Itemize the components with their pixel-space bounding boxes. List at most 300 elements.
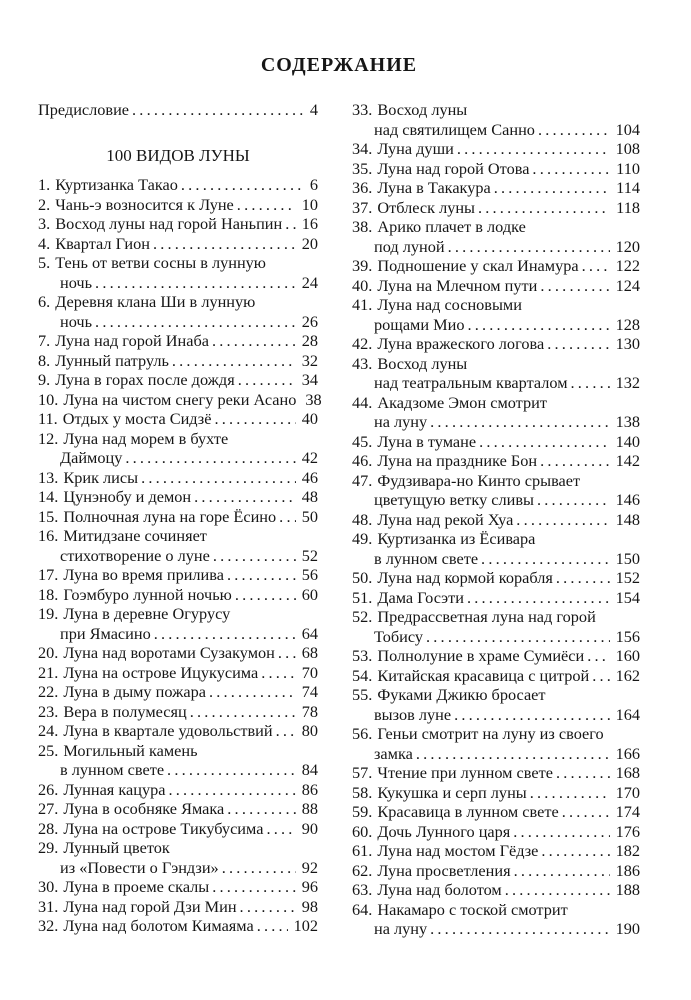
entry-title: из «Повести о Гэндзи» (60, 857, 219, 877)
entry-title: вызов луне (374, 704, 452, 724)
dot-leader (150, 234, 296, 254)
dot-leader (129, 100, 304, 120)
entry-page: 152 (615, 568, 640, 587)
dot-leader (273, 721, 296, 741)
entry-number: 7. (38, 331, 51, 350)
entry-page: 64 (301, 623, 318, 643)
entry-number: 23. (38, 701, 59, 721)
toc-entry (38, 877, 318, 897)
toc-line (352, 451, 640, 471)
entry-number: 20. (38, 643, 59, 662)
toc-entry (352, 471, 640, 510)
entry-title: Чтение при лунном свете (377, 763, 553, 782)
dot-leader (510, 822, 609, 842)
entry-title: Луна над горой Отова (377, 158, 530, 178)
entry-number: 42. (352, 334, 373, 353)
dot-leader (165, 780, 295, 800)
entry-page: 74 (301, 682, 318, 701)
entry-title: Луна на празднике Бон (377, 451, 538, 470)
entry-number: 31. (38, 896, 59, 916)
entry-title: Куртизанка Такао (55, 175, 178, 194)
entry-page: 132 (615, 373, 640, 392)
entry-page: 146 (615, 490, 640, 509)
toc-line (352, 334, 640, 354)
dot-leader (589, 666, 609, 686)
dot-leader (276, 507, 296, 527)
entry-number: 30. (38, 877, 59, 896)
toc-entry (38, 507, 318, 527)
entry-number: 16. (38, 526, 59, 545)
toc-line (352, 705, 640, 725)
dot-leader (454, 139, 610, 159)
toc-entry (352, 432, 640, 452)
toc-line (352, 685, 640, 705)
dot-leader (258, 663, 296, 683)
entry-number: 45. (352, 431, 373, 451)
toc-entry (352, 510, 640, 530)
dot-leader (538, 841, 609, 861)
entry-title: Луна над рекой Хуа (377, 509, 514, 529)
entry-title: Лунная кацура (63, 779, 166, 799)
entry-title: Дочь Лунного царя (377, 821, 511, 841)
entry-number: 36. (352, 178, 373, 197)
entry-page: 148 (615, 509, 640, 529)
entry-number: 55. (352, 685, 373, 704)
toc-line (352, 315, 640, 335)
entry-title: Вера в полумесяц (63, 701, 187, 721)
toc-entry (38, 409, 318, 429)
toc-entry (352, 666, 640, 686)
toc-entry (38, 799, 318, 819)
dot-leader (219, 858, 296, 878)
toc-line (38, 175, 318, 195)
dot-leader (544, 334, 609, 354)
toc-entry (352, 159, 640, 179)
entry-title: Предрассветная луна над горой (377, 607, 596, 626)
toc-entry (352, 802, 640, 822)
toc-entry (352, 334, 640, 354)
entry-title: Отдых у моста Сидзё (62, 409, 212, 428)
toc-line (38, 819, 318, 839)
toc-entry (38, 175, 318, 195)
toc-entry (352, 861, 640, 881)
dot-leader (178, 175, 304, 195)
entry-page: 88 (301, 799, 318, 818)
entry-number: 25. (38, 740, 59, 760)
entry-number: 40. (352, 275, 373, 295)
entry-title: Луна в дыму пожара (63, 682, 206, 701)
entry-page: 6 (309, 175, 318, 194)
toc-line (38, 312, 318, 332)
entry-page: 46 (301, 467, 318, 487)
toc-entry (38, 351, 318, 371)
entry-title: Фудзивара-но Кинто срывает (377, 470, 581, 490)
entry-number: 35. (352, 158, 373, 178)
entry-title: Красавица в лунном свете (377, 802, 559, 821)
entry-number: 59. (352, 802, 373, 821)
entry-page: 56 (301, 565, 318, 584)
toc-line (352, 783, 640, 803)
entry-number: 62. (352, 860, 373, 880)
entry-number: 11. (38, 409, 58, 428)
section-title: 100 ВИДОВ ЛУНЫ (106, 145, 250, 165)
entry-page: 176 (615, 821, 640, 841)
entry-number: 12. (38, 428, 59, 448)
entry-title: Луна над кормой корабля (377, 568, 553, 587)
toc-entry (38, 370, 318, 390)
entry-page: 96 (301, 877, 318, 896)
entry-page: 140 (615, 431, 640, 451)
toc-line (352, 471, 640, 491)
dot-leader (451, 705, 610, 725)
toc-columns (38, 100, 640, 939)
entry-title: Луна над морем в бухте (63, 428, 229, 448)
toc-entry (352, 646, 640, 666)
entry-title: Накамаро с тоской смотрит (377, 899, 568, 919)
toc-entry (352, 822, 640, 842)
entry-number: 22. (38, 682, 59, 701)
toc-entry (38, 643, 318, 663)
toc-line (38, 565, 318, 585)
toc-line (38, 604, 318, 624)
entry-page: 166 (615, 743, 640, 763)
entry-page: 32 (301, 350, 318, 370)
toc-line (38, 487, 318, 507)
entry-page: 138 (615, 412, 640, 431)
entry-title: Луна над горой Дзи Мин (63, 896, 237, 916)
dot-leader (275, 643, 296, 663)
dot-leader (413, 744, 610, 764)
toc-line (38, 234, 318, 254)
entry-number: 47. (352, 470, 373, 490)
toc-line (352, 198, 640, 218)
entry-title: Луна в горах после дождя (55, 370, 235, 389)
entry-number: 34. (352, 139, 373, 158)
entry-number: 48. (352, 509, 373, 529)
toc-line (352, 724, 640, 744)
dot-leader (138, 468, 296, 488)
dot-leader (491, 178, 610, 198)
entry-page: 104 (615, 119, 640, 139)
entry-number: 6. (38, 292, 51, 311)
toc-line (38, 799, 318, 819)
toc-line (352, 880, 640, 900)
toc-entry (38, 682, 318, 702)
toc-line (38, 838, 318, 858)
entry-page: 92 (301, 857, 318, 877)
toc-entry (38, 565, 318, 585)
toc-line (352, 276, 640, 296)
toc-line (38, 780, 318, 800)
toc-line (38, 643, 318, 663)
entry-number: 24. (38, 721, 59, 740)
entry-number: 26. (38, 779, 59, 799)
toc-line (352, 802, 640, 822)
entry-title: Луна над болотом (377, 880, 502, 899)
entry-page: 42 (301, 448, 318, 467)
toc-line (352, 412, 640, 432)
entry-title: стихотворение о луне (60, 545, 210, 565)
entry-number: 49. (352, 529, 373, 548)
entry-title: Куртизанка из Ёсивара (377, 529, 536, 548)
dot-leader (92, 273, 296, 293)
entry-page: 86 (301, 779, 318, 799)
dot-leader (537, 451, 609, 471)
entry-page: 174 (615, 802, 640, 821)
toc-line (38, 526, 318, 546)
toc-entry (352, 139, 640, 159)
toc-line (352, 256, 640, 276)
entry-title: над театральным кварталом (374, 373, 568, 392)
toc-entry (38, 663, 318, 683)
entry-number: 41. (352, 295, 373, 314)
toc-entry (352, 198, 640, 218)
dot-leader (535, 120, 610, 140)
toc-entry (352, 354, 640, 393)
entry-title: над святилищем Санно (374, 119, 535, 139)
toc-entry (38, 741, 318, 780)
toc-line (352, 588, 640, 608)
entry-title: Луна во время прилива (63, 565, 224, 584)
entry-page: 90 (301, 818, 318, 838)
entry-title: Акадзоме Эмон смотрит (377, 392, 547, 412)
toc-entry (352, 276, 640, 296)
dot-leader (224, 799, 295, 819)
entry-title: Луна над болотом Кимаяма (63, 916, 254, 935)
toc-entry (352, 783, 640, 803)
entry-page: 156 (615, 626, 640, 646)
entry-title: Луна в деревне Огурусу (63, 604, 231, 623)
toc-line (38, 858, 318, 878)
toc-entry (352, 100, 640, 139)
toc-line (38, 702, 318, 722)
entry-title: Квартал Гион (55, 233, 150, 253)
toc-line (38, 721, 318, 741)
entry-page: 38 (305, 389, 322, 409)
dot-leader (427, 919, 609, 939)
entry-page: 26 (301, 311, 318, 331)
entry-number: 15. (38, 506, 59, 526)
toc-entry (352, 607, 640, 646)
dot-leader (211, 409, 295, 429)
dot-leader (464, 315, 609, 335)
toc-entry (38, 604, 318, 643)
entry-title: ночь (60, 311, 93, 331)
dot-leader (282, 214, 296, 234)
entry-page: 4 (309, 100, 318, 119)
entry-page: 78 (301, 701, 318, 721)
toc-entries-left (38, 175, 322, 936)
dot-leader (513, 510, 609, 530)
entry-page: 186 (615, 860, 640, 880)
toc-line (38, 663, 318, 683)
entry-title: замка (374, 743, 413, 763)
toc-line (352, 373, 640, 393)
entry-page: 28 (301, 331, 318, 350)
entry-page: 154 (615, 587, 640, 607)
entry-number: 63. (352, 880, 373, 899)
toc-line (38, 585, 318, 605)
dot-leader (427, 412, 609, 432)
toc-entry (352, 256, 640, 276)
page-title: СОДЕРЖАНИЕ (260, 54, 418, 76)
entry-title: Луна на острове Тикубусима (63, 818, 264, 838)
dot-leader (568, 373, 610, 393)
toc-entry (352, 295, 640, 334)
entry-number: 61. (352, 841, 373, 860)
entry-title: Кукушка и серп луны (377, 782, 527, 802)
toc-column-right (352, 100, 640, 939)
entry-title: Дама Госэти (377, 587, 464, 607)
toc-line (38, 273, 318, 293)
dot-leader (296, 390, 299, 410)
toc-line (352, 919, 640, 939)
dot-leader (234, 195, 296, 215)
entry-title: Тобису (374, 626, 424, 646)
entry-page: 10 (301, 194, 318, 214)
dot-leader (224, 565, 296, 585)
toc-line (352, 646, 640, 666)
toc-line (38, 682, 318, 702)
toc-line (352, 354, 640, 374)
toc-line (352, 393, 640, 413)
toc-line (352, 744, 640, 764)
entry-title: Фуками Джикю бросает (377, 685, 546, 704)
dot-leader (209, 877, 295, 897)
toc-entry (38, 838, 318, 877)
entry-number: 33. (352, 100, 373, 119)
toc-line (38, 741, 318, 761)
entry-title: Луна над воротами Сузакумон (63, 643, 275, 662)
entry-title: Полнолуние в храме Сумиёси (377, 646, 585, 665)
toc-line (38, 429, 318, 449)
toc-line (352, 841, 640, 861)
dot-leader (502, 880, 610, 900)
dot-leader (534, 490, 610, 510)
entry-number: 5. (38, 253, 51, 272)
entry-title: Геньи смотрит на луну из своего (377, 724, 604, 743)
entry-title: Луна просветления (377, 860, 511, 880)
entry-title: Крик лисы (63, 467, 139, 487)
entry-page: 70 (301, 662, 318, 682)
entry-title: ночь (60, 272, 93, 292)
entry-number: 56. (352, 724, 373, 743)
dot-leader (511, 861, 610, 881)
entry-number: 39. (352, 256, 373, 275)
toc-entry (352, 529, 640, 568)
toc-line (38, 507, 318, 527)
toc-entry-preface (38, 100, 318, 120)
entry-title: Цунэнобу и демон (63, 487, 192, 506)
entry-title: в лунном свете (374, 548, 479, 568)
entry-number: 8. (38, 350, 51, 370)
entry-page: 118 (616, 197, 640, 217)
entry-number: 21. (38, 662, 59, 682)
entry-page: 142 (615, 451, 640, 470)
entry-page: 108 (615, 139, 640, 158)
dot-leader (553, 763, 610, 783)
toc-entry (38, 389, 322, 410)
dot-leader (191, 487, 296, 507)
dot-leader (475, 198, 610, 218)
entry-title: цветущую ветку сливы (374, 490, 534, 509)
toc-entry (352, 900, 640, 939)
entry-page: 190 (615, 919, 640, 938)
toc-line (38, 760, 318, 780)
entry-title: Отблеск луны (377, 197, 475, 217)
toc-line (352, 159, 640, 179)
entry-number: 64. (352, 899, 373, 919)
entry-title: Луна на острове Ицукусима (63, 662, 259, 682)
entry-title: Митидзане сочиняет (63, 526, 207, 545)
entry-title: при Ямасино (60, 623, 151, 643)
entry-title: Подношение у скал Инамура (377, 256, 579, 275)
toc-entry (352, 763, 640, 783)
dot-leader (210, 546, 296, 566)
entry-title: Луна в Такакура (377, 178, 491, 197)
entry-title: Луна в особняке Ямака (63, 799, 225, 818)
entry-number: 54. (352, 665, 373, 685)
toc-line (38, 897, 318, 917)
entry-page: 164 (615, 704, 640, 724)
toc-entry (38, 721, 318, 741)
dot-leader (164, 760, 296, 780)
entry-page: 114 (616, 178, 640, 197)
entry-title: на луну (374, 919, 428, 938)
toc-line (352, 607, 640, 627)
entry-number: 13. (38, 467, 59, 487)
toc-line (352, 295, 640, 315)
entry-title: Арико плачет в лодке (377, 217, 526, 236)
toc-entry (38, 195, 318, 215)
dot-leader (445, 237, 610, 257)
toc-column-left (38, 100, 322, 939)
entry-number: 29. (38, 838, 59, 857)
entry-number: 1. (38, 175, 51, 194)
toc-line (38, 370, 318, 390)
toc-line (38, 624, 318, 644)
toc-line (352, 627, 640, 647)
entry-title: Китайская красавица с цитрой (377, 665, 590, 685)
toc-entry (38, 214, 318, 234)
toc-entry (38, 234, 318, 254)
entry-number: 37. (352, 197, 373, 217)
entry-title: Луна в квартале удовольствий (63, 721, 273, 740)
entry-number: 60. (352, 821, 373, 841)
entry-number: 43. (352, 353, 373, 373)
entry-number: 53. (352, 646, 373, 665)
dot-leader (579, 256, 610, 276)
entry-title: на луну (374, 412, 428, 431)
entry-page: 16 (301, 214, 318, 233)
entry-number: 46. (352, 451, 373, 470)
entry-page: 150 (615, 548, 640, 568)
entry-title: Луна вражеского логова (377, 334, 545, 353)
dot-leader (237, 897, 296, 917)
toc-line (352, 139, 640, 159)
entry-number: 14. (38, 487, 59, 506)
toc-line (38, 331, 318, 351)
entry-number: 17. (38, 565, 59, 584)
entry-title: Восход луны над горой Наньпин (55, 214, 283, 233)
dot-leader (464, 588, 610, 608)
entry-title: Луна над горой Инаба (55, 331, 209, 350)
entry-page: 80 (301, 721, 318, 740)
toc-line (352, 568, 640, 588)
entry-number: 57. (352, 763, 373, 782)
toc-entry (38, 526, 318, 565)
toc-line (38, 448, 318, 468)
